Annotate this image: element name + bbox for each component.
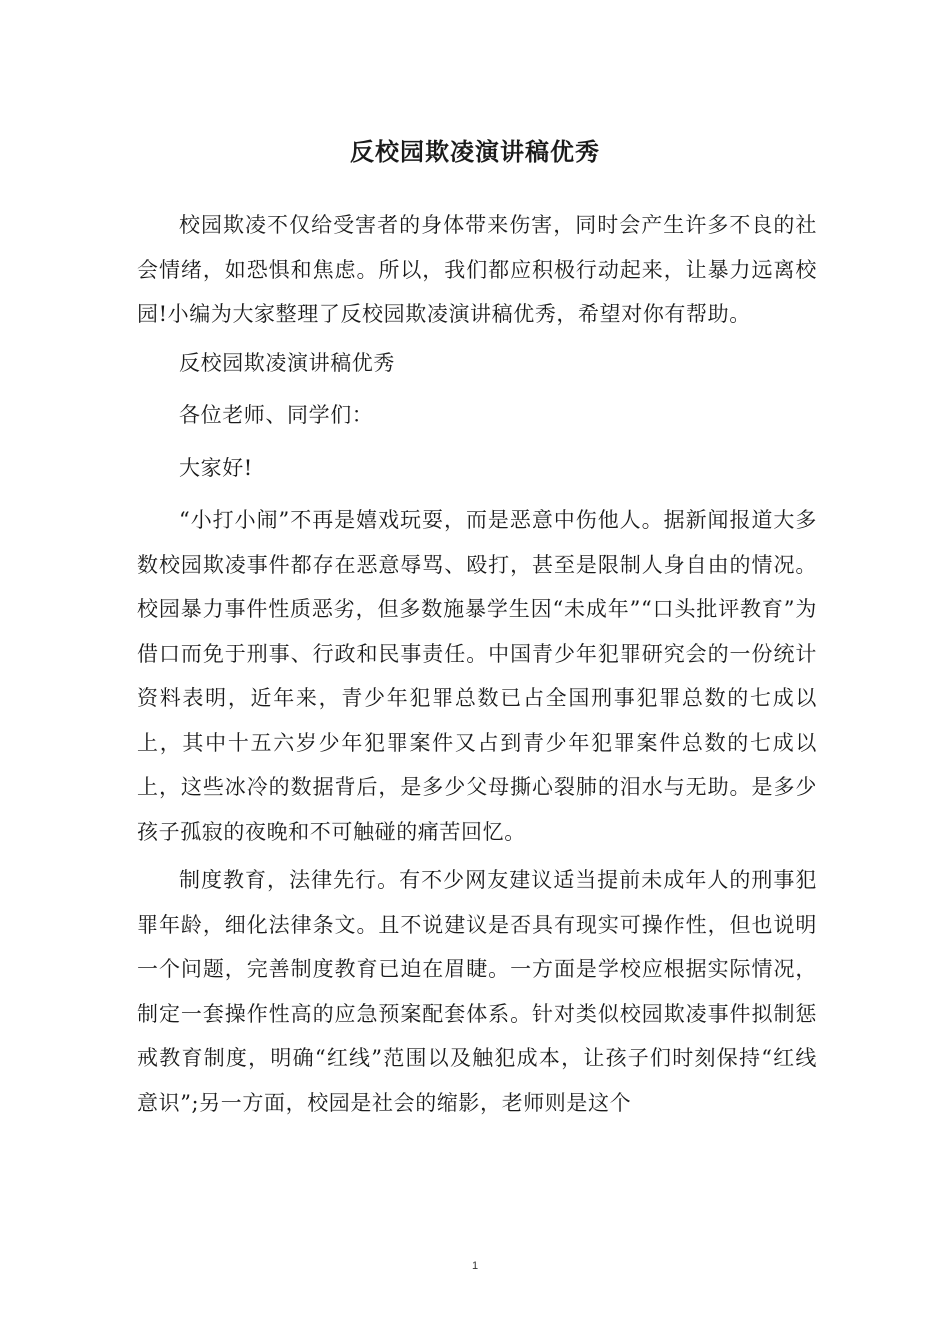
paragraph-body-2: 制度教育，法律先行。有不少网友建议适当提前未成年人的刑事犯罪年龄，细化法律条文。且不说建议是否具有现实可操作性，但也说明一个问题，完善制度教育已迫在眉睫。一方面是学校应根据实际情况，制定一套操作性高的应急预案配套体系。针对类似校园欺凌事件拟制惩戒教育制度，明确“红线”范围以及触犯成本，让孩子们时刻保持“红线意识”;另一方面，校园是社会的缩影，老师则是这个 (137, 868, 817, 1115)
paragraph-heading: 反校园欺凌演讲稿优秀 (179, 350, 395, 375)
paragraph-body-1: “小打小闹”不再是嬉戏玩耍，而是恶意中伤他人。据新闻报道大多数校园欺凌事件都存在恶意辱骂、殴打，甚至是限制人身自由的情况。校园暴力事件性质恶劣，但多数施暴学生因“未成年”“口头批评教育”为借口而免于刑事、行政和民事责任。中国青少年犯罪研究会的一份统计资料表明，近年来，青少年犯罪总数已占全国刑事犯罪总数的七成以上，其中十五六岁少年犯罪案件又占到青少年犯罪案件总数的七成以上，这些冰冷的数据背后，是多少父母撕心裂肺的泪水与无助。是多少孩子孤寂的夜晚和不可触碰的痛苦回忆。 (137, 508, 817, 844)
document-title: 反校园欺凌演讲稿优秀 (350, 138, 600, 166)
paragraph-intro: 校园欺凌不仅给受害者的身体带来伤害，同时会产生许多不良的社会情绪，如恐惧和焦虑。所以，我们都应积极行动起来，让暴力远离校园!小编为大家整理了反校园欺凌演讲稿优秀，希望对你有帮助。 (137, 213, 817, 326)
paragraph-greeting: 大家好! (179, 455, 253, 480)
page-number: 1 (471, 1260, 479, 1272)
document-body (137, 203, 817, 1129)
paragraph-salutation: 各位老师、同学们： (179, 403, 374, 427)
